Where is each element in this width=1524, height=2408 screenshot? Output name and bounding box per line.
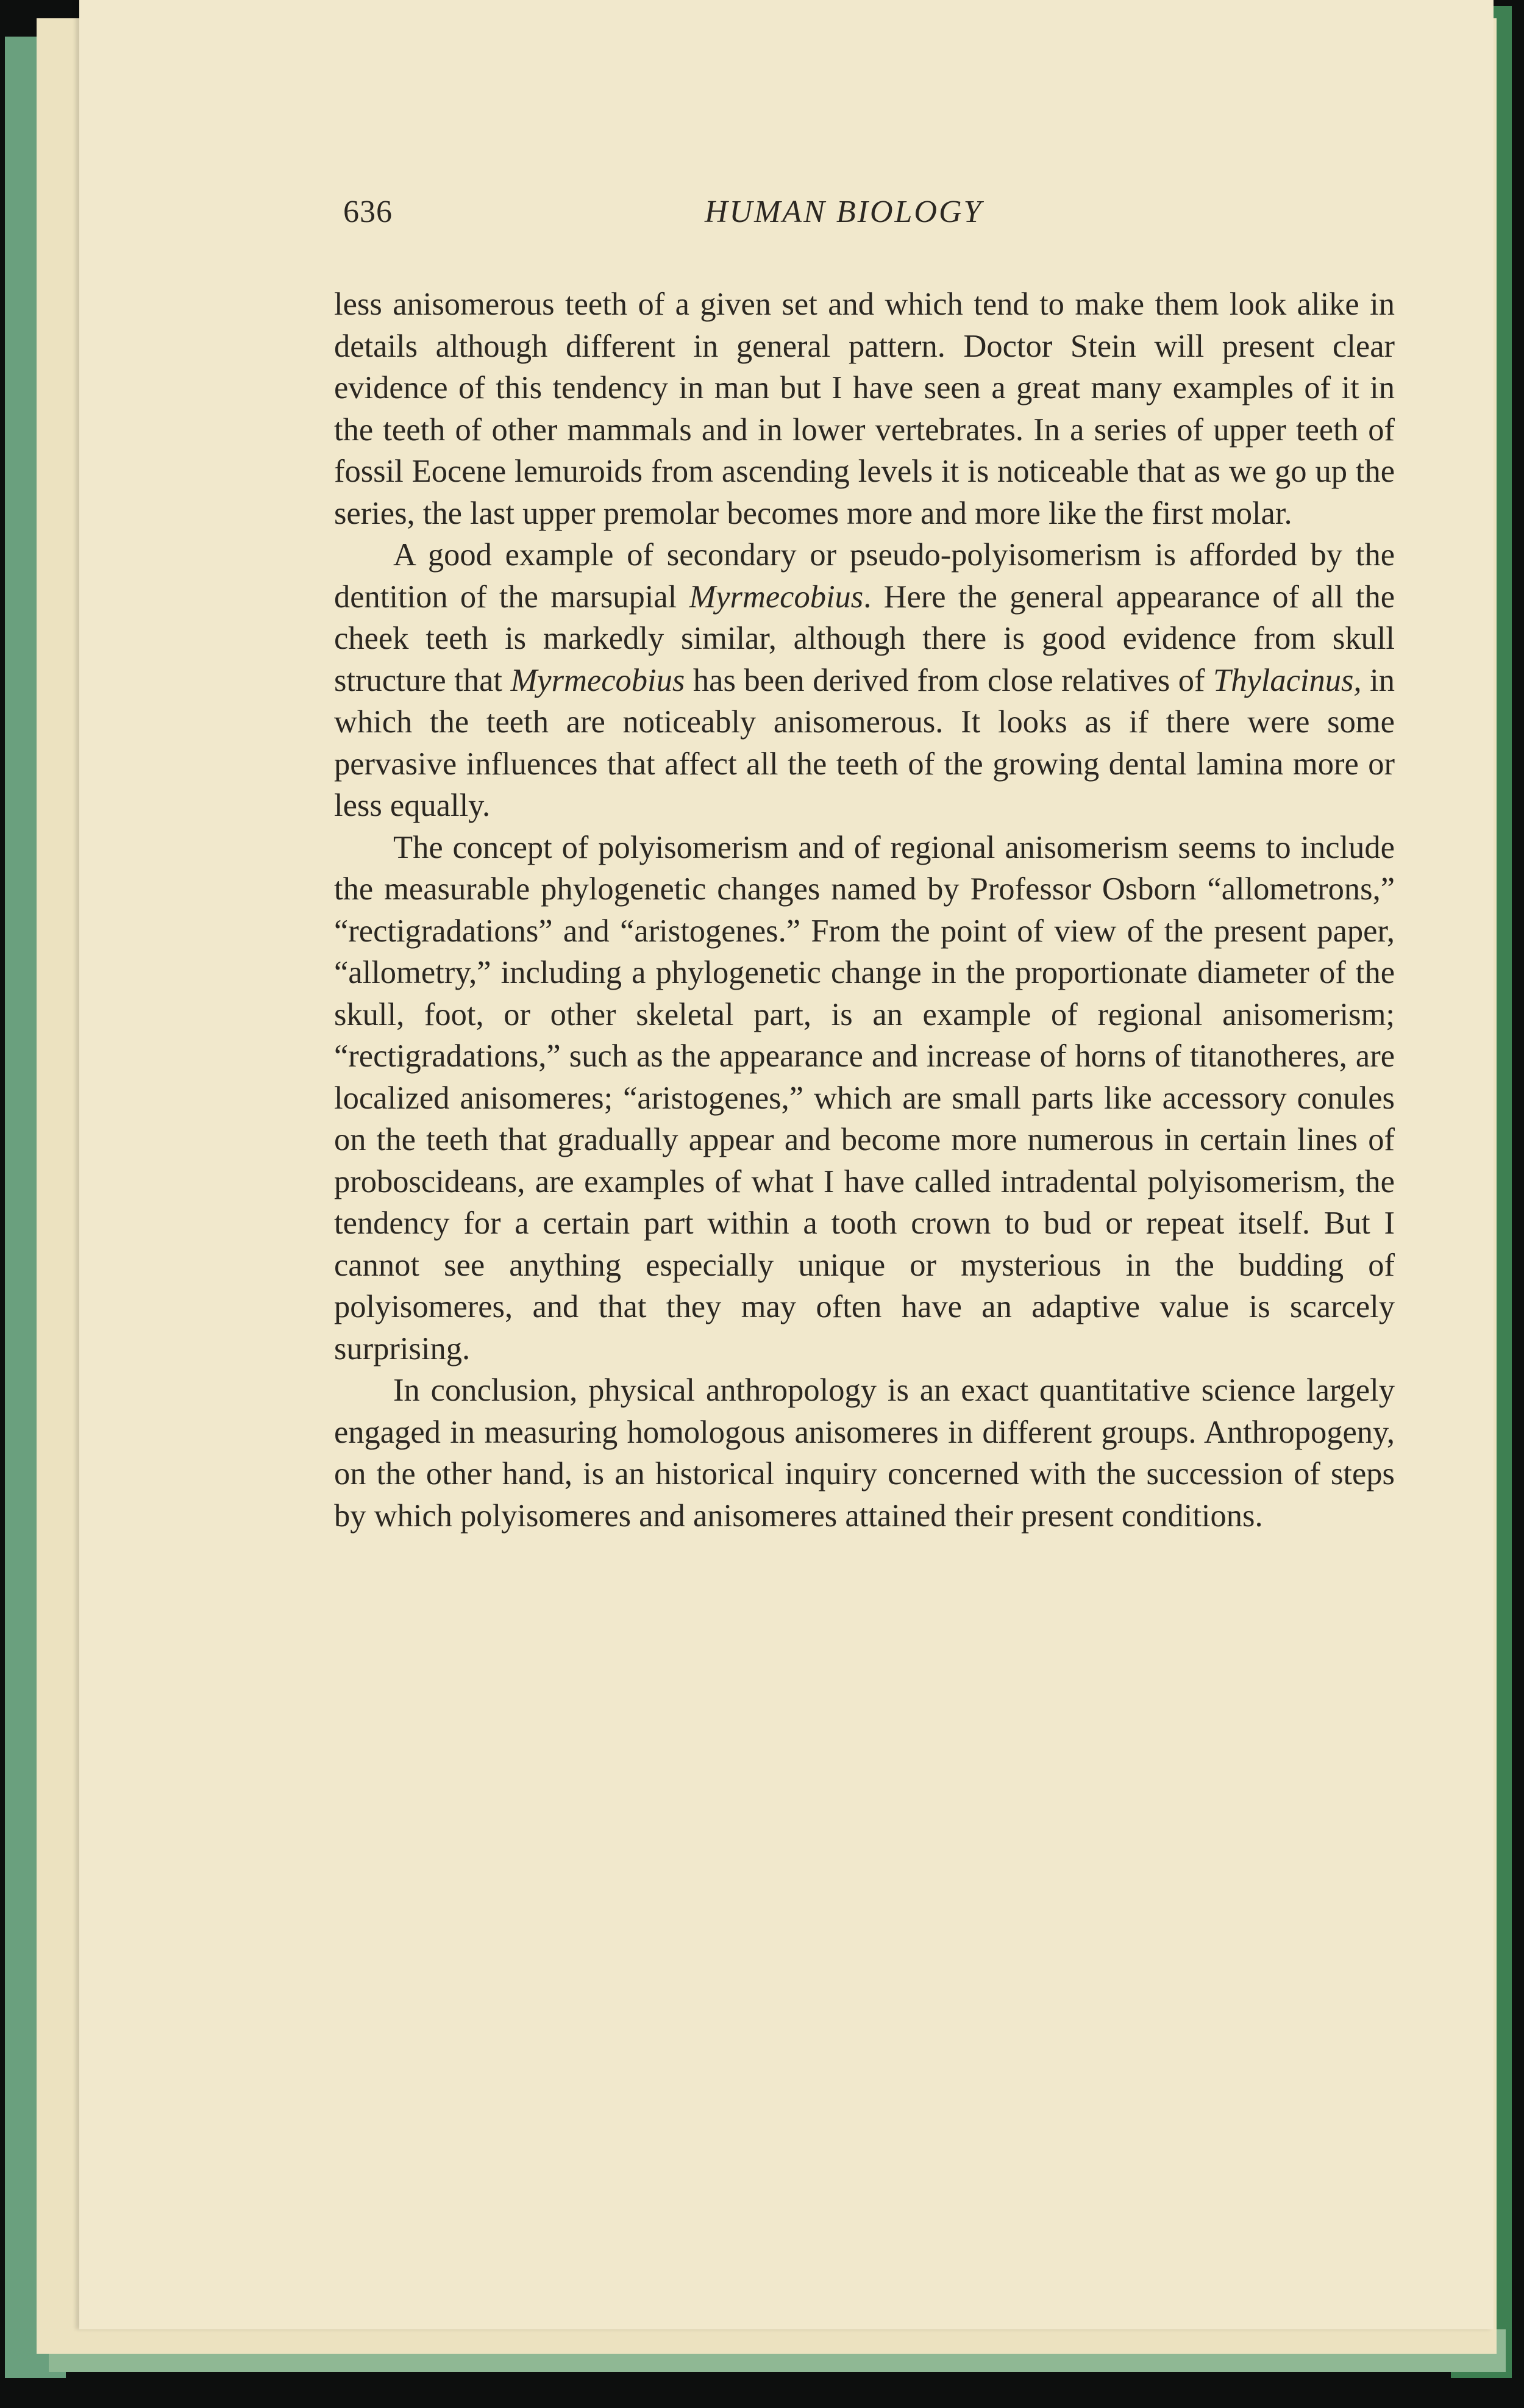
body-text xyxy=(334,284,1395,1537)
page-number: 636 xyxy=(343,195,393,229)
running-header xyxy=(343,194,1392,237)
paragraph: A good example of secondary or pseudo-polyisomerism is afforded by the dentition of the marsupial Myrmecobius. Here the general appearance of all the cheek teeth is markedly similar, although there is good evidence from skull structure that Myrmecobius has been derived from close relatives of Thylacinus, in which the teeth are noticeably anisomerous. It looks as if there were some pervasive influences that affect all the teeth of the growing dental lamina more or less equally. xyxy=(334,537,1395,823)
paragraph: In conclusion, physical anthropology is an exact quantitative science largely engaged in measuring homologous anisomeres in different groups. Anthropogeny, on the other hand, is an historical inquiry concerned with the succession of steps by which polyisomeres and anisomeres attained their present conditions. xyxy=(334,1373,1395,1534)
paragraph: less anisomerous teeth of a given set and which tend to make them look alike in details although different in general pattern. Doctor Stein will present clear evidence of this tendency in man but I have seen a great many examples of it in the teeth of other mammals and in lower vertebrates. In a series of upper teeth of fossil Eocene lemuroids from ascending levels it is noticeable that as we go up the series, the last upper premolar becomes more and more like the first molar. xyxy=(334,287,1395,531)
running-title: HUMAN BIOLOGY xyxy=(705,195,983,229)
paragraph: The concept of polyisomerism and of regional anisomerism seems to include the measurable phylogenetic changes named by Professor Osborn “allometrons,” “rectigradations” and “aristogenes.” From the point of view of the present paper, “allometry,” including a phylogenetic change in the proportionate diameter of the skull, foot, or other skeletal part, is an example of regional anisomerism; “rectigradations,” such as the appearance and increase of horns of titanotheres, are localized anisomeres; “aristogenes,” which are small parts like accessory conules on the teeth that gradually appear and become more numerous in certain lines of proboscideans, are examples of what I have called intradental polyisomerism, the tendency for a certain part within a tooth crown to bud or repeat itself. But I cannot see anything especially unique or mysterious in the budding of polyisomeres, and that they may often have an adaptive value is scarcely surprising. xyxy=(334,829,1395,1367)
